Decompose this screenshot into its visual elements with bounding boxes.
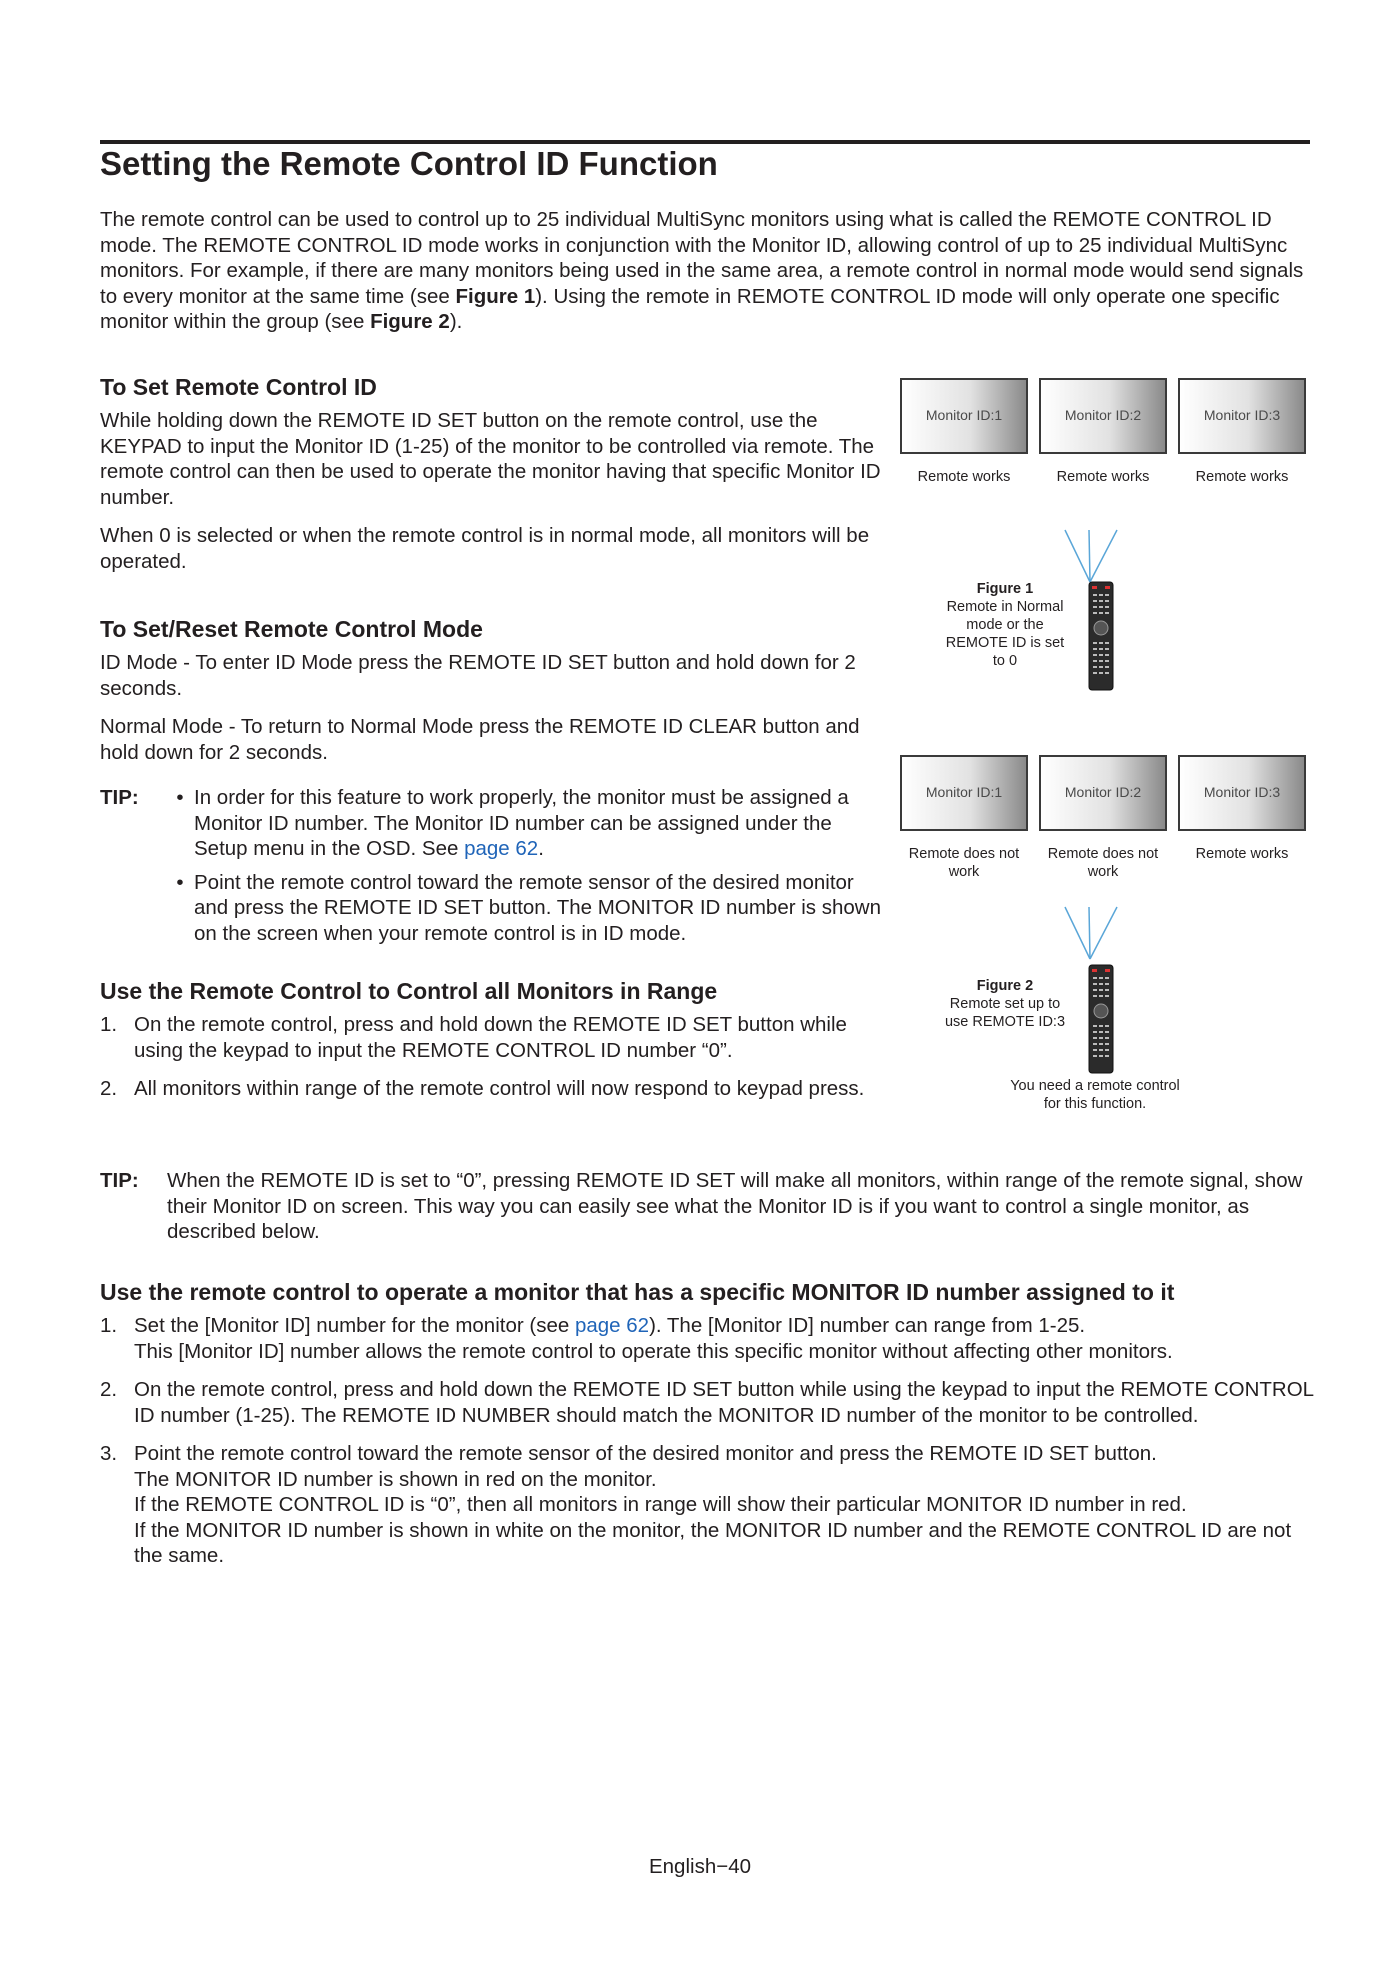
page-62-link[interactable]: page 62 <box>464 837 539 860</box>
tip-list <box>166 785 885 954</box>
intro-paragraph <box>100 207 1315 335</box>
figure-2-description: Remote set up to use REMOTE ID:3 <box>944 996 1066 1030</box>
list-item <box>100 1441 1315 1569</box>
tip-block-2 <box>100 1168 1315 1245</box>
tip-item <box>166 870 885 947</box>
list-item-subtext: If the REMOTE CONTROL ID is “0”, then all monitors in range will show their particular MONITOR ID number in red. <box>134 1493 1187 1516</box>
list-item-text: On the remote control, press and hold down the REMOTE ID SET button while using the keypad to input the REMOTE CONTROL ID number (1-25). The REMOTE ID NUMBER should match the MONITOR ID number of the monitor to be controlled. <box>134 1378 1314 1427</box>
left-column <box>100 372 885 1115</box>
signal-beams-icon <box>1055 518 1155 588</box>
list-item <box>100 1076 885 1102</box>
monitor-3: Monitor ID:3 <box>1178 378 1306 454</box>
remote-control-icon <box>1088 964 1114 1074</box>
list-item-body <box>134 1313 1315 1364</box>
set-id-paragraph-2: When 0 is selected or when the remote control is in normal mode, all monitors will be operated. <box>100 524 870 573</box>
remote-required-note: You need a remote control for this function. <box>1010 1078 1180 1112</box>
set-mode-heading: To Set/Reset Remote Control Mode <box>100 616 483 642</box>
tip-label: TIP: <box>100 1169 139 1192</box>
specific-list <box>100 1313 1315 1569</box>
list-item-subtext: This [Monitor ID] number allows the remote control to operate this specific monitor without affecting other monitors. <box>134 1339 1173 1363</box>
monitor-3-caption: Remote works <box>1195 469 1289 485</box>
list-item-text: Point the remote control toward the remote sensor of the desired monitor and press the REMOTE ID SET button. <box>134 1442 1157 1465</box>
list-item-text <box>134 1313 1315 1339</box>
monitor-2: Monitor ID:2 <box>1039 378 1167 454</box>
list-number: 2. <box>100 1378 118 1401</box>
signal-beams-icon <box>1055 895 1155 965</box>
list-number: 1. <box>100 1314 118 1337</box>
intro-text-1: The remote control can be used to control up to 25 individual MultiSync monitors using what is called the REMOTE CONTROL ID mode. The REMOTE CONTROL ID mode works in conjunction with the Monitor ID, allowing control of up to 25 individual MultiSync monitors. For example, if there are many monitors being used in the same area, a remote control in normal mode would send signals to every monitor at the same time (see <box>100 208 1304 308</box>
figure-1-label: Figure 1 <box>976 581 1034 597</box>
figure-2 <box>895 755 1315 1112</box>
page-title: Setting the Remote Control ID Function <box>100 145 718 182</box>
list-item-body <box>134 1441 1315 1569</box>
set-id-paragraph-1: While holding down the REMOTE ID SET button on the remote control, use the KEYPAD to input the Monitor ID (1-25) of the monitor to be controlled via remote. The remote control can then be used to operate the monitor having that specific Monitor ID number. <box>100 409 881 509</box>
monitor-3-caption: Remote works <box>1195 846 1289 862</box>
tip-label: TIP: <box>100 786 139 809</box>
tip-item-text <box>194 785 885 862</box>
set-mode-paragraph-2: Normal Mode - To return to Normal Mode press the REMOTE ID CLEAR button and hold down for 2 seconds. <box>100 715 860 764</box>
monitor-1: Monitor ID:1 <box>900 378 1028 454</box>
list-item <box>100 1313 1315 1364</box>
intro-text-2: ). Using the remote in REMOTE CONTROL ID mode will only operate one specific monitor within the group (see <box>100 284 1280 333</box>
list-number: 2. <box>100 1077 118 1100</box>
page-number: English−40 <box>648 1855 751 1878</box>
figure-2-caption <box>940 977 1070 1031</box>
specific-item-1-text: Set the [Monitor ID] number for the monitor (see <box>134 1314 575 1337</box>
monitor-1-caption: Remote does not work <box>908 846 1020 880</box>
specific-item-1-end: ). The [Monitor ID] number can range from 1-25. <box>649 1314 1086 1337</box>
all-range-heading: Use the Remote Control to Control all Monitors in Range <box>100 978 718 1004</box>
intro-figure2-ref: Figure 2 <box>370 310 450 333</box>
monitor-3: Monitor ID:3 <box>1178 755 1306 831</box>
list-item-subtext: If the MONITOR ID number is shown in white on the monitor, the MONITOR ID number and the REMOTE CONTROL ID are not the same. <box>134 1518 1292 1567</box>
tip-2-text: When the REMOTE ID is set to “0”, pressing REMOTE ID SET will make all monitors, within range of the remote signal, show their Monitor ID on screen. This way you can easily see what the Monitor ID is if you want to control a single monitor, as described below. <box>167 1169 1303 1243</box>
bullet: • <box>176 870 184 894</box>
monitor-2: Monitor ID:2 <box>1039 755 1167 831</box>
figure-1-caption <box>945 580 1065 670</box>
specific-heading: Use the remote control to operate a monitor that has a specific MONITOR ID number assigned to it <box>100 1279 1175 1305</box>
list-number: 3. <box>100 1442 118 1465</box>
set-mode-paragraph-1: ID Mode - To enter ID Mode press the REMOTE ID SET button and hold down for 2 seconds. <box>100 651 856 700</box>
tip-item-1-end: . <box>538 837 544 860</box>
monitor-1-caption: Remote works <box>917 469 1011 485</box>
list-item <box>100 1377 1315 1428</box>
list-item-text: All monitors within range of the remote control will now respond to keypad press. <box>134 1077 865 1100</box>
all-range-list <box>100 1012 885 1102</box>
set-id-heading: To Set Remote Control ID <box>100 374 377 400</box>
figure-1 <box>895 378 1315 698</box>
intro-text-3: ). <box>449 310 463 333</box>
tip-item <box>166 785 885 862</box>
list-number: 1. <box>100 1013 118 1036</box>
monitor-2-caption: Remote does not work <box>1047 846 1159 880</box>
remote-control-icon <box>1088 581 1114 691</box>
tip-item-1-text: In order for this feature to work properly, the monitor must be assigned a Monitor ID number. The Monitor ID number can be assigned under the Setup menu in the OSD. See <box>194 786 849 860</box>
list-item-text: On the remote control, press and hold down the REMOTE ID SET button while using the keypad to input the REMOTE CONTROL ID number “0”. <box>134 1013 847 1062</box>
monitor-1: Monitor ID:1 <box>900 755 1028 831</box>
tip-item-2-text: Point the remote control toward the remote sensor of the desired monitor and press the REMOTE ID SET button. The MONITOR ID number is shown on the screen when your remote control is in ID mode. <box>194 870 882 945</box>
page-62-link[interactable]: page 62 <box>574 1314 650 1337</box>
monitor-2-caption: Remote works <box>1056 469 1150 485</box>
specific-section <box>100 1277 1315 1582</box>
list-item-subtext: The MONITOR ID number is shown in red on the monitor. <box>134 1467 657 1491</box>
bullet: • <box>176 786 184 809</box>
tip-block-1 <box>100 785 885 954</box>
list-item <box>100 1012 885 1063</box>
figure-2-label: Figure 2 <box>976 978 1034 994</box>
figure-1-description: Remote in Normal mode or the REMOTE ID is set to 0 <box>945 599 1065 669</box>
intro-figure1-ref: Figure 1 <box>455 284 536 308</box>
